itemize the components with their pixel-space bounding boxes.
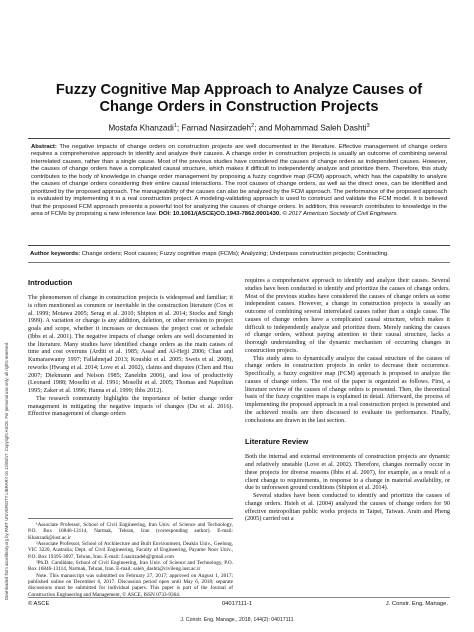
paper-title: Fuzzy Cognitive Map Approach to Analyze Causes of Change Orders in Construction Projects xyxy=(55,82,423,115)
footer-divider xyxy=(28,597,450,598)
abstract-box xyxy=(28,138,450,246)
left-column xyxy=(28,278,233,419)
doi-link[interactable]: DOI: 10.1061/(ASCE)CO.1943-7862.0001430. xyxy=(158,211,281,218)
author-name: Mohammad Saleh Dashti xyxy=(274,123,367,133)
abstract-label: Abstract: xyxy=(31,144,57,150)
abstract-copyright: © 2017 American Society of Civil Engineers. xyxy=(282,211,398,218)
keywords-label: Author keywords: xyxy=(30,251,81,257)
page-number: 04017111-1 xyxy=(221,601,253,607)
right-column xyxy=(245,278,450,524)
footer-copyright: © ASCE xyxy=(28,601,50,607)
author-affiliation-mark: 2 xyxy=(251,123,255,129)
footnote-note: Note. This manuscript was submitted on February 27, 2017; approved on August 1, 2017; published online on December 6, 2017. Discussion period open until May 6, 2018; separate discussions must be submitted for individual papers. This paper is part of the Journal of Construction Engineering and Management, © ASCE, ISSN 0733-9364. xyxy=(28,572,233,598)
body-paragraph: The phenomenon of change in construction projects is widespread and familiar; it is often mentioned as common or inevitable in the construction literature (Cox et al. 1999; Motawa 2005; Serag et al. 2010; Shipton et al. 2014; Stocks and Singh 1999). A variation or change is any addition, deletion, or other revision to project goals and scope, whether it increases or decreases the project cost or schedule (Ibbs et al. 2001). The negative impacts of change orders are well documented in the literature. Many studies have identified change orders as the main causes of time and cost overruns (Arditi et al. 1985; Assaf and Al-Hejji 2006; Chan and Kumaraswamy 1997; Fallahnejad 2013; Koushki et al. 2005; Sweis et al. 2008), reworks (Hwang et al. 2014; Love et al. 2002), claims and disputes (Chen and Hsu 2007; Diekmann and Nelson 1985; Zaneldin 2006), and loss of productivity (Leonard 1988; Moselhi et al. 1991; Moselhi et al. 2005; Thomas and Napolitan 1995; Zaker et al. 1996; Hanna et al. 1999; Ibbs 2012). xyxy=(28,295,233,394)
author-separator: ; and xyxy=(254,123,275,133)
author-affiliation-mark: 1 xyxy=(173,123,177,129)
section-heading-literature-review: Literature Review xyxy=(245,437,309,447)
journal-citation: J. Constr. Eng. Manage., 2018, 144(2): 04017111 xyxy=(180,617,294,623)
body-paragraph: The research community highlights the importance of better change order management in mitigating the negative impacts of changes (Du et al. 2016). Effective management of change orders xyxy=(28,395,233,418)
keywords xyxy=(30,251,450,258)
body-paragraph: This study aims to dynamically analyze the causal structure of the causes of change orders in construction projects in order to decrease their occurrence. Specifically, a fuzzy cognitive map (FCM) approach is proposed to analyze the causes of change orders. The rest of the paper is organized as follows. First, a literature review of the causes of change orders is presented. Then, the theoretical basis of the fuzzy cognitive maps is explained in detail. Afterward, the process of implementing the proposed approach in a real construction project is presented and the achieved results are then discussed to evaluate its performance. Finally, conclusions are drawn in the last section. xyxy=(245,355,450,424)
download-notice: Downloaded from ascelibrary.org by RMIT UNIVERSITY LIBRARY on 12/08/17. Copyright ASCE. For personal use only; all rights reserved. xyxy=(4,341,9,600)
footnote: ³Ph.D. Candidate, School of Civil Engineering, Iran Univ. of Science and Technology, P.O. Box 16846-13114, Narmak, Tehran, Iran. E-mail: saleh_dashti@civileng.iust.ac.ir xyxy=(28,560,233,573)
footnote: ¹Associate Professor, School of Civil Engineering, Iran Univ. of Science and Technology, P.O. Box 16846-13114, Narmak, Tehran, Iran (corresponding author). E-mail: Khanzadi@iust.ac.ir xyxy=(28,522,233,541)
author-separator: ; xyxy=(176,123,182,133)
body-paragraph: Both the internal and external environments of construction projects are dynamic and relatively unstable (Love et al. 2002). Therefore, changes normally occur in these projects for diverse reasons (Ibbs et al. 2007), for example, as a result of a client change to requirements, in response to a change in material availability, or due to unforeseen ground conditions (Shipton et al. 2014). xyxy=(245,454,450,492)
footnotes xyxy=(28,518,233,598)
abstract-text: The negative impacts of change orders on construction projects are well documented in the literature. Effective management of change orders requires a comprehensive approach to identify and analyze their causes. A change order in construction projects is usually an outcome of combining several interrelated causes, rather than a single cause. Most of the previous studies have considered the causes of change orders as independent causes. However, the causes of change orders have a complicated causal structure, which makes it difficult to independently analyze and prioritize them. Therefore, this study contributes to the body of knowledge in change order management by proposing a fuzzy cognitive map (FCM) approach, which has the capability to analyze the causes of change orders considering their entire causal interactions. The root causes of change orders, as well as the direct ones, can be identified and prioritized by the proposed approach. The manageability of the causes can also be analyzed by the FCM approach. The performance of the proposed approach is evaluated by implementing it in a real construction project. A modeling-validating approach is used to construct and validate the FCM model. It is believed that the proposed FCM approach presents a powerful tool for analyzing the causes of change orders. In addition, this research contributes to knowledge in the area of FCMs by proposing a new inference law. xyxy=(31,144,447,218)
keywords-text: Change orders; Root causes; Fuzzy cognitive maps (FCMs); Analyzing; Underpass construction projects; Contracting. xyxy=(81,251,389,257)
keywords-divider xyxy=(28,262,450,263)
author-list xyxy=(28,123,450,133)
author-name: Farnad Nasirzadeh xyxy=(181,123,252,133)
body-paragraph: Several studies have been conducted to identify and prioritize the causes of change orders. Hsieh et al. (2004) analyzed the causes of change orders for 90 effective metropolitan public works projects in Taipei, Taiwan. Arain and Pheng (2005) carried out a xyxy=(245,493,450,523)
author-name: Mostafa Khanzadi xyxy=(108,123,174,133)
footnote: ²Associate Professor, School of Architecture and Built Environment, Deakin Univ., Geelong, VIC 3220, Australia; Dept. of Civil Engineering, Faculty of Engineering, Payame Noor Univ., P.O. Box 19395-3697, Tehran, Iran. E-mail: f.nasirzadeh@gmail.com xyxy=(28,541,233,560)
footer-journal-abbrev: J. Constr. Eng. Manage. xyxy=(385,601,448,607)
section-heading-introduction: Introduction xyxy=(28,278,73,287)
body-paragraph: requires a comprehensive approach to identify and analyze their causes. Several studies have been conducted to identify and prioritize the causes of change orders. Most of the previous studies have considered the causes of change orders as some independent causes. However, a change in construction projects is usually an outcome of combining several interrelated causes rather than a single cause. The causes of change orders have a complicated causal structure, which makes it difficult to independently analyze and prioritize them. Merely ranking the causes of change orders, without paying attention to their causal structure, lacks a thorough understanding of the dynamic mechanism of occurring changes in construction projects. xyxy=(245,278,450,354)
author-affiliation-mark: 3 xyxy=(366,123,370,129)
